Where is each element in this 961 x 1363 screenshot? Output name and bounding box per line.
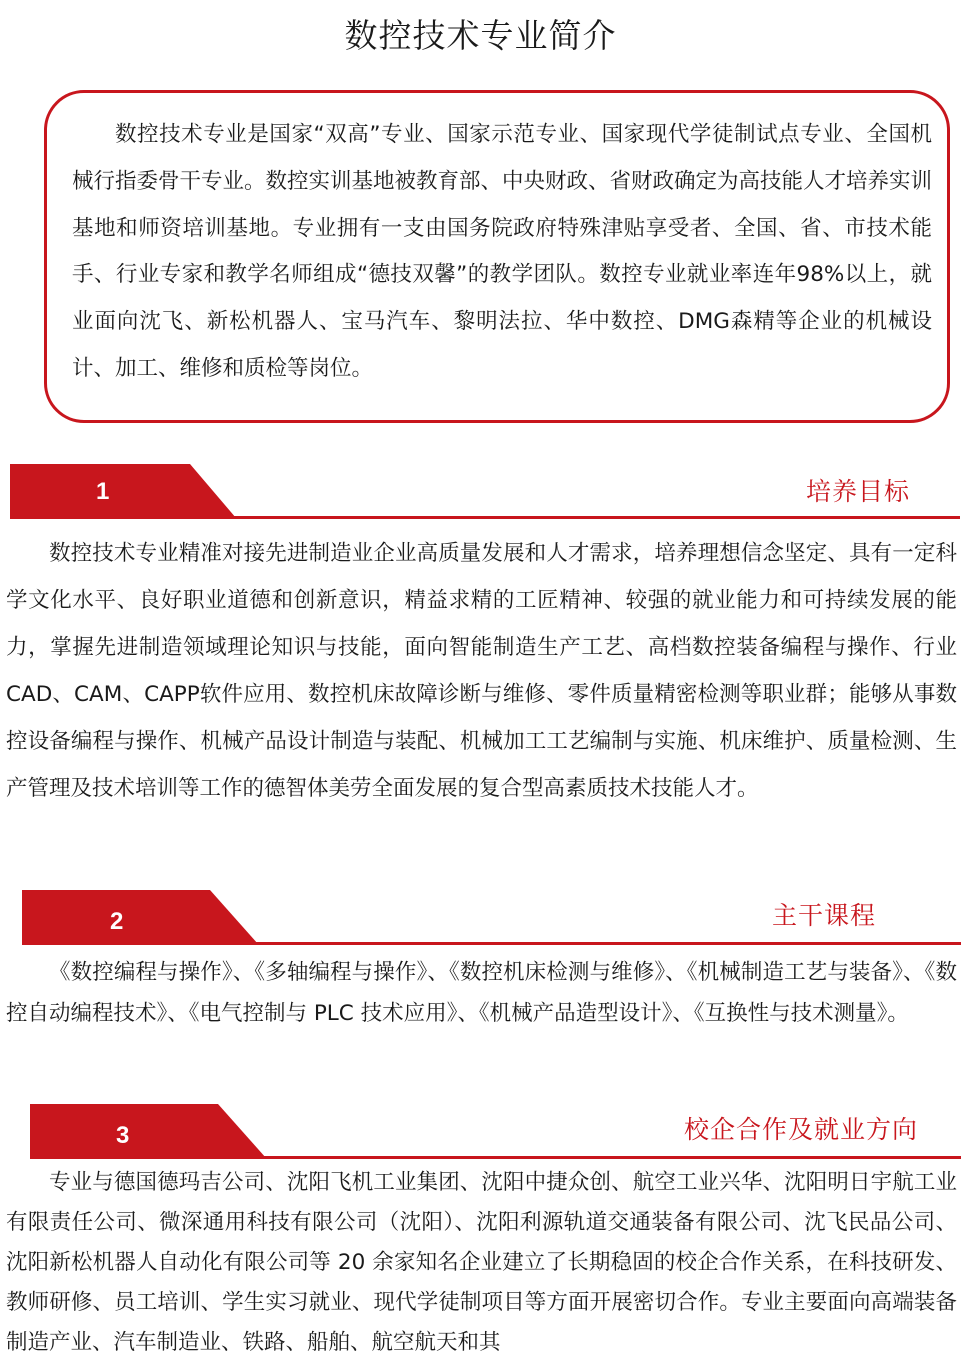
section-1-text: 数控技术专业精准对接先进制造业企业高质量发展和人才需求，培养理想信念坚定、具有一定科学文化水平、良好职业道德和创新意识，精益求精的工匠精神、较强的就业能力和可持续发展的能力，掌握先进制造领域理论知识与技能，面向智能制造生产工艺、高档数控装备编程与操作、行业CAD、CAM、CAPP软件应用、数控机床故障诊断与维修、零件质量精密检测等职业群；能够从事数控设备编程与操作、机械产品设计制造与装配、机械加工工艺编制与实施、机床维护、质量检测、生产管理及技术培训等工作的德智体美劳全面发展的复合型高素质技术技能人才。 [6,541,957,801]
section-3-number: 3 [116,1122,130,1149]
section-1-title: 培养目标 [806,477,911,506]
section-2-title: 主干课程 [772,901,877,930]
section-3-title: 校企合作及就业方向 [684,1115,919,1144]
section-2-number: 2 [110,908,124,935]
page-title: 数控技术专业简介 [344,16,617,55]
section-3-text: 专业与德国德玛吉公司、沈阳飞机工业集团、沈阳中捷众创、航空工业兴华、沈阳明日宇航工业有限责任公司、微深通用科技有限公司（沈阳）、沈阳利源轨道交通装备有限公司、沈飞民品公司、沈阳新松机器人自动化有限公司等 20 余家知名企业建立了长期稳固的校企合作关系，在科技研发、教师研修、员工培训、学生实习就业、现代学徒制项目等方面开展密切合作。专业主要面向高端装备制造产业、汽车制造业、铁路、船舶、航空航天和其 [6,1170,957,1355]
section-1-number: 1 [96,478,110,505]
intro-paragraph: 数控技术专业是国家“双高”专业、国家示范专业、国家现代学徒制试点专业、全国机械行指委骨干专业。数控实训基地被教育部、中央财政、省财政确定为高技能人才培养实训基地和师资培训基地。专业拥有一支由国务院政府特殊津贴享受者、全国、省、市技术能手、行业专家和教学名师组成“德技双馨”的教学团队。数控专业就业率连年98%以上，就业面向沈飞、新松机器人、宝马汽车、黎明法拉、华中数控、DMG森精等企业的机械设计、加工、维修和质检等岗位。 [72,122,933,381]
section-1-header [10,462,960,522]
section-3-header [30,1102,961,1162]
section-2-text: 《数控编程与操作》、《多轴编程与操作》、《数控机床检测与维修》、《机械制造工艺与装备》、《数控自动编程技术》、《电气控制与 PLC 技术应用》、《机械产品造型设计》、《互换性与技术测量》。 [6,960,957,1026]
section-2-header [22,888,961,948]
